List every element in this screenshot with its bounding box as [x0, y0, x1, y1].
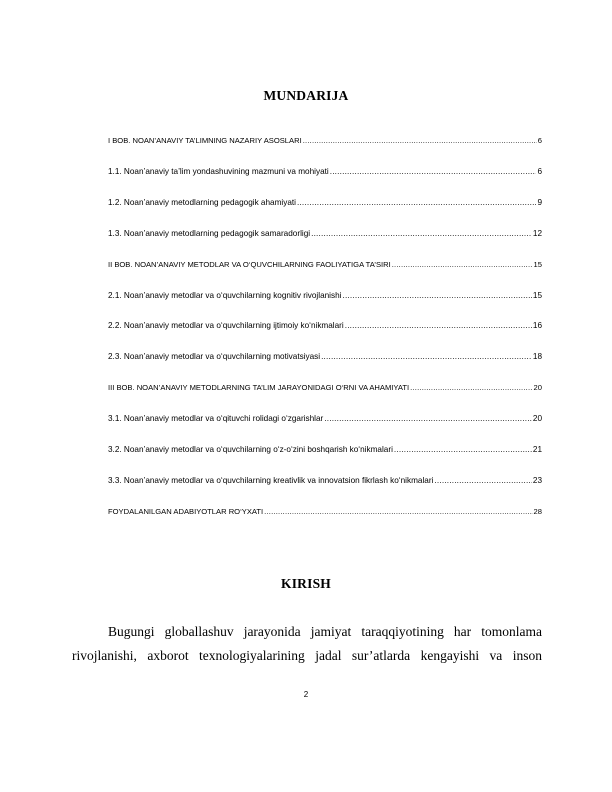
toc-entry-page: 20	[533, 383, 542, 393]
intro-line: rivojlanishi, axborot texnologiyalarining jadal sur’atlarda kengayishi va inson	[72, 648, 542, 663]
toc-leader-dots	[264, 507, 532, 516]
toc-entry-label: 2.2. Noan’anaviy metodlar va o‘quvchilarning ijtimoiy ko‘nikmalari	[108, 321, 344, 331]
toc-entry-label: 2.1. Noan’anaviy metodlar va o‘quvchilarning kognitiv rivojlanishi	[108, 290, 342, 300]
toc-leader-dots	[410, 383, 532, 392]
toc-entry-page: 20	[532, 414, 542, 424]
toc-entry-page: 23	[532, 475, 542, 485]
toc-entry[interactable]	[108, 321, 542, 335]
toc-leader-dots	[342, 291, 531, 300]
toc-entry[interactable]	[108, 383, 542, 397]
toc-entry-page: 21	[532, 445, 542, 454]
toc-leader-dots	[303, 136, 537, 145]
toc-leader-dots	[321, 352, 532, 361]
page-number: 2	[303, 690, 309, 699]
toc-entry-label: FOYDALANILGAN ADABIYOTLAR RO‘YXATI	[108, 506, 264, 516]
toc-leader-dots	[324, 414, 532, 423]
toc-entry-label: 3.1. Noan’anaviy metodlar va o‘qituvchi rolidagi o‘zgarishlar	[108, 414, 324, 424]
toc-leader-dots	[311, 229, 532, 238]
intro-heading: KIRISH	[281, 576, 331, 591]
toc-entry-page: 9	[537, 197, 542, 207]
toc-entry-page: 12	[532, 228, 542, 238]
toc-entry[interactable]	[108, 352, 542, 366]
toc-leader-dots	[345, 321, 532, 330]
toc-entry-label: 1.2. Noan’anaviy metodlarning pedagogik ahamiyati	[108, 197, 296, 207]
toc-leader-dots	[330, 167, 537, 176]
toc-entry[interactable]	[108, 291, 542, 305]
toc-entry-label: 2.3. Noan’anaviy metodlar va o‘quvchilarning motivatsiyasi	[108, 352, 321, 362]
toc-entry-page: 15	[533, 259, 542, 269]
toc-entry-page: 6	[537, 166, 542, 176]
toc-entry-page: 28	[533, 506, 542, 516]
toc-entry-label: 3.3. Noan’anaviy metodlar va o‘quvchilarning kreativlik va innovatsion fikrlash ko‘nikmalari	[108, 475, 434, 485]
toc-entry[interactable]	[108, 476, 542, 490]
toc-entry-label: 1.3. Noan’anaviy metodlarning pedagogik samaradorligi	[108, 228, 311, 238]
toc-entry-page: 15	[532, 290, 542, 300]
toc-entry-label: 3.2. Noan’anaviy metodlar va o‘quvchilarning o‘z-o‘zini boshqarish ko‘nikmalari	[108, 445, 393, 454]
contents-heading: MUNDARIJA	[263, 88, 349, 103]
toc-entry[interactable]	[108, 198, 542, 212]
toc-leader-dots	[394, 445, 532, 454]
toc-entry[interactable]	[108, 260, 542, 274]
toc-entry[interactable]	[108, 414, 542, 428]
toc-entry[interactable]	[108, 229, 542, 243]
intro-line: Bugungi globallashuv jarayonida jamiyat taraqqiyotining har tomonlama	[108, 624, 542, 639]
toc-entry[interactable]	[108, 507, 542, 521]
toc-entry-page: 6	[537, 136, 542, 145]
toc-entry-page: 16	[532, 321, 542, 331]
toc-entry[interactable]	[108, 136, 542, 150]
toc-leader-dots	[434, 476, 532, 485]
toc-entry-label: III BOB. NOAN’ANAVIY METODLARNING TA’LIM JARAYONIDAGI O‘RNI VA AHAMIYATI	[108, 383, 410, 393]
toc-entry[interactable]	[108, 445, 542, 459]
toc-leader-dots	[392, 260, 533, 269]
toc-entry-label: 1.1. Noan’anaviy ta’lim yondashuvining mazmuni va mohiyati	[108, 166, 329, 176]
toc-entry-label: II BOB. NOAN’ANAVIY METODLAR VA O‘QUVCHILARNING FAOLIYATIGA TA’SIRI	[108, 259, 391, 269]
toc-leader-dots	[297, 198, 536, 207]
toc-entry-label: I BOB. NOAN’ANAVIY TA’LIMNING NAZARIY ASOSLARI	[108, 136, 302, 145]
toc-entry-page: 18	[532, 352, 542, 362]
toc-entry[interactable]	[108, 167, 542, 181]
intro-paragraph	[72, 620, 542, 668]
